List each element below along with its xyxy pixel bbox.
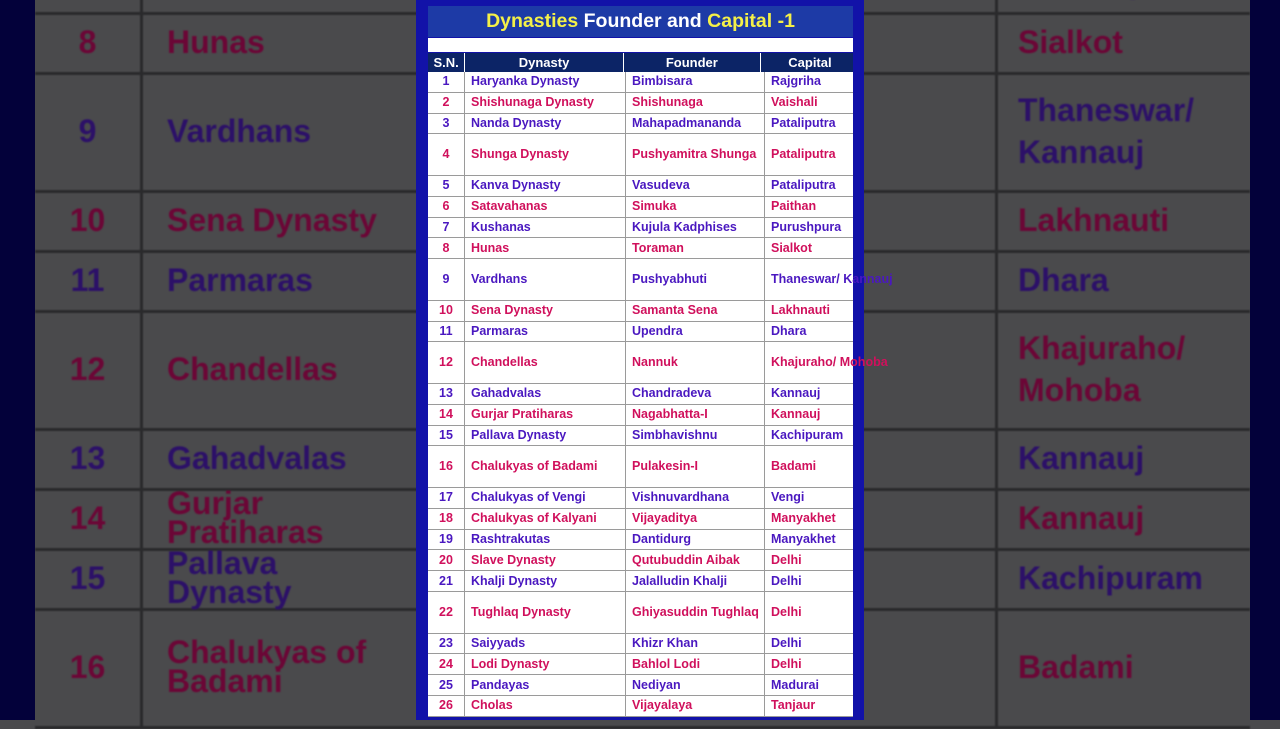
cell-sn: 11	[428, 322, 465, 342]
table-row	[428, 384, 853, 405]
table-row	[428, 114, 853, 135]
cell-founder: Pushyabhuti	[626, 259, 765, 300]
cell-founder: Pulakesin-I	[626, 446, 765, 487]
bg-cell-sn: 11	[35, 250, 143, 310]
cell-capital: Kachipuram	[771, 427, 844, 442]
cell-founder: Vijayalaya	[626, 696, 765, 716]
bg-cell-sn: 16	[35, 608, 143, 726]
cell-capital: Vaishali	[771, 95, 818, 110]
page-title	[428, 6, 853, 37]
table-row	[428, 550, 853, 571]
cell-dynasty: Chalukyas of Badami	[465, 446, 626, 487]
cell-dynasty: Chalukyas of Kalyani	[465, 509, 626, 529]
cell-sn: 17	[428, 488, 465, 508]
cell-sn: 5	[428, 176, 465, 196]
cell-founder: Shishunaga	[626, 93, 765, 113]
cell-founder: Kujula Kadphises	[626, 218, 765, 238]
cell-sn: 15	[428, 426, 465, 446]
cell-founder: Ghiyasuddin Tughlaq	[626, 592, 765, 633]
cell-founder: Nagabhatta-I	[626, 405, 765, 425]
bg-cell-sn: 10	[35, 190, 143, 250]
cell-sn: 13	[428, 384, 465, 404]
cell-sn: 14	[428, 405, 465, 425]
cell-dynasty: Rashtrakutas	[465, 530, 626, 550]
cell-dynasty: Chalukyas of Vengi	[465, 488, 626, 508]
cell-sn: 24	[428, 654, 465, 674]
table-row	[428, 634, 853, 655]
left-edge	[0, 0, 35, 720]
cell-capital: Pataliputra	[771, 147, 836, 162]
table-row	[428, 238, 853, 259]
cell-founder: Qutubuddin Aibak	[626, 550, 765, 570]
bg-cell-capital: Thaneswar/ Kannauj	[995, 72, 1250, 190]
cell-capital: Kannauj	[771, 407, 821, 422]
header-dynasty: Dynasty	[465, 53, 624, 72]
title-spacer	[428, 38, 853, 52]
cell-sn: 7	[428, 218, 465, 238]
table-row	[428, 675, 853, 696]
title-part-founder: Founder and	[583, 10, 702, 32]
bg-cell-sn: 8	[35, 12, 143, 72]
bg-cell-capital: Khajuraho/ Mohoba	[995, 310, 1250, 428]
bg-cell-dynasty: Chandellas	[167, 350, 338, 387]
cell-dynasty: Slave Dynasty	[465, 550, 626, 570]
bg-cell-dynasty: Sena Dynasty	[167, 201, 377, 238]
cell-sn: 12	[428, 342, 465, 383]
table-row	[428, 218, 853, 239]
cell-sn: 9	[428, 259, 465, 300]
table-row	[428, 426, 853, 447]
cell-founder: Nediyan	[626, 675, 765, 695]
bg-cell-dynasty: Gurjar Pratiharas	[167, 485, 324, 550]
cell-capital: Delhi	[771, 552, 802, 567]
title-part-dynasties: Dynasties	[486, 10, 579, 32]
cell-capital: Pataliputra	[771, 115, 836, 130]
cell-capital: Paithan	[771, 199, 817, 214]
cell-sn: 10	[428, 301, 465, 321]
bg-cell-dynasty: Chalukyas of Badami	[167, 634, 367, 699]
cell-capital: Khajuraho/ Mohoba	[771, 355, 888, 370]
cell-sn: 25	[428, 675, 465, 695]
table-row	[428, 571, 853, 592]
right-edge	[1250, 0, 1280, 720]
cell-founder: Chandradeva	[626, 384, 765, 404]
cell-capital: Delhi	[771, 573, 802, 588]
cell-sn: 26	[428, 696, 465, 716]
cell-founder: Samanta Sena	[626, 301, 765, 321]
table-row	[428, 530, 853, 551]
cell-founder: Nannuk	[626, 342, 765, 383]
table-row	[428, 509, 853, 530]
cell-capital: Delhi	[771, 635, 802, 650]
cell-capital: Thaneswar/ Kannauj	[771, 271, 893, 286]
bg-cell-dynasty: Vardhans	[167, 112, 312, 149]
cell-founder: Khizr Khan	[626, 634, 765, 654]
cell-capital: Manyakhet	[771, 531, 836, 546]
bg-cell-capital: Kannauj	[995, 428, 1250, 488]
table-row	[428, 301, 853, 322]
table-row	[428, 322, 853, 343]
title-part-capital: Capital -1	[707, 10, 795, 32]
cell-dynasty: Vardhans	[465, 259, 626, 300]
cell-dynasty: Shunga Dynasty	[465, 134, 626, 175]
cell-founder: Pushyamitra Shunga	[626, 134, 765, 175]
cell-dynasty: Khalji Dynasty	[465, 571, 626, 591]
cell-dynasty: Shishunaga Dynasty	[465, 93, 626, 113]
cell-sn: 16	[428, 446, 465, 487]
table-row	[428, 259, 893, 301]
bg-cell-dynasty	[143, 0, 409, 12]
cell-capital: Vengi	[771, 490, 805, 505]
cell-dynasty: Parmaras	[465, 322, 626, 342]
bg-cell-capital: Sialkot	[995, 12, 1250, 72]
bg-cell-dynasty: Hunas	[167, 23, 265, 60]
table-row	[428, 592, 853, 634]
cell-dynasty: Cholas	[465, 696, 626, 716]
cell-dynasty: Satavahanas	[465, 197, 626, 217]
bg-cell-capital: Kachipuram	[995, 548, 1250, 608]
cell-sn: 3	[428, 114, 465, 134]
cell-sn: 4	[428, 134, 465, 175]
cell-dynasty: Gahadvalas	[465, 384, 626, 404]
bg-cell-capital	[995, 0, 1250, 12]
table-row	[428, 134, 853, 176]
cell-sn: 2	[428, 93, 465, 113]
cell-sn: 6	[428, 197, 465, 217]
bg-cell-dynasty: Pallava Dynasty	[167, 545, 292, 610]
table-body	[428, 72, 893, 717]
cell-sn: 19	[428, 530, 465, 550]
cell-sn: 18	[428, 509, 465, 529]
table-row	[428, 696, 853, 717]
cell-founder: Toraman	[626, 238, 765, 258]
bg-cell-sn: 15	[35, 548, 143, 608]
cell-founder: Vishnuvardhana	[626, 488, 765, 508]
bg-cell-capital: Dhara	[995, 250, 1250, 310]
cell-capital: Badami	[771, 459, 817, 474]
bg-cell-sn: 13	[35, 428, 143, 488]
cell-dynasty: Tughlaq Dynasty	[465, 592, 626, 633]
cell-dynasty: Pandayas	[465, 675, 626, 695]
header-founder: Founder	[624, 53, 761, 72]
cell-dynasty: Sena Dynasty	[465, 301, 626, 321]
cell-dynasty: Haryanka Dynasty	[465, 72, 626, 92]
table-row	[428, 93, 853, 114]
cell-capital: Madurai	[771, 677, 819, 692]
cell-founder: Bimbisara	[626, 72, 765, 92]
cell-dynasty: Kanva Dynasty	[465, 176, 626, 196]
table-row	[428, 72, 853, 93]
cell-sn: 20	[428, 550, 465, 570]
cell-dynasty: Pallava Dynasty	[465, 426, 626, 446]
table-row	[428, 446, 853, 488]
cell-capital: Dhara	[771, 323, 807, 338]
cell-capital: Pataliputra	[771, 178, 836, 193]
cell-dynasty: Saiyyads	[465, 634, 626, 654]
cell-founder: Vijayaditya	[626, 509, 765, 529]
cell-founder: Simuka	[626, 197, 765, 217]
table-row	[428, 197, 853, 218]
cell-capital: Delhi	[771, 604, 802, 619]
cell-dynasty: Chandellas	[465, 342, 626, 383]
cell-dynasty: Gurjar Pratiharas	[465, 405, 626, 425]
bg-cell-capital: Lakhnauti	[995, 190, 1250, 250]
bg-cell-dynasty: Gahadvalas	[167, 439, 347, 476]
table-row	[428, 176, 853, 197]
bg-cell-sn: 14	[35, 488, 143, 548]
cell-founder: Bahlol Lodi	[626, 654, 765, 674]
bg-cell-sn	[35, 0, 143, 12]
cell-capital: Kannauj	[771, 386, 821, 401]
table-row	[428, 405, 853, 426]
table-row	[428, 488, 853, 509]
bg-cell-capital: Badami	[995, 608, 1250, 726]
cell-sn: 23	[428, 634, 465, 654]
cell-dynasty: Lodi Dynasty	[465, 654, 626, 674]
cell-capital: Purushpura	[771, 219, 842, 234]
cell-founder: Mahapadmananda	[626, 114, 765, 134]
cell-capital: Sialkot	[771, 240, 812, 255]
table-row	[428, 654, 853, 675]
cell-founder: Simbhavishnu	[626, 426, 765, 446]
cell-founder: Vasudeva	[626, 176, 765, 196]
cell-capital: Tanjaur	[771, 698, 816, 713]
cell-sn: 8	[428, 238, 465, 258]
bg-cell-sn: 12	[35, 310, 143, 428]
cell-dynasty: Nanda Dynasty	[465, 114, 626, 134]
cell-dynasty: Hunas	[465, 238, 626, 258]
cell-founder: Jalalludin Khalji	[626, 571, 765, 591]
table-row	[428, 342, 888, 384]
bg-cell-dynasty: Parmaras	[167, 261, 313, 298]
cell-founder: Dantidurg	[626, 530, 765, 550]
bg-cell-capital: Kannauj	[995, 488, 1250, 548]
cell-capital: Rajgriha	[771, 74, 822, 89]
table-header	[428, 53, 853, 72]
header-capital: Capital	[788, 55, 832, 70]
cell-sn: 1	[428, 72, 465, 92]
cell-sn: 22	[428, 592, 465, 633]
cell-founder: Upendra	[626, 322, 765, 342]
bg-cell-sn: 9	[35, 72, 143, 190]
cell-sn: 21	[428, 571, 465, 591]
cell-capital: Delhi	[771, 656, 802, 671]
cell-capital: Lakhnauti	[771, 303, 831, 318]
cell-dynasty: Kushanas	[465, 218, 626, 238]
header-sn: S.N.	[428, 53, 465, 72]
cell-capital: Manyakhet	[771, 511, 836, 526]
